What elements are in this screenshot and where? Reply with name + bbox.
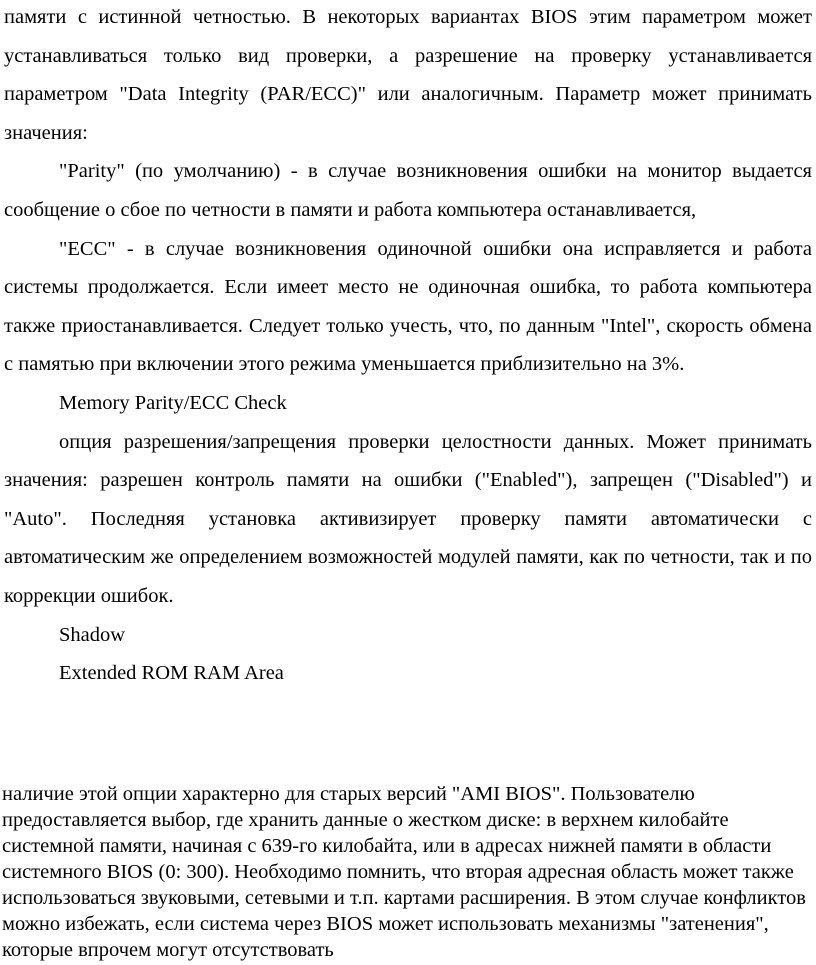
secondary-text-block — [0, 781, 816, 963]
heading-memory-parity-ecc-check: Memory Parity/ECC Check — [59, 391, 287, 414]
paragraph-parity-option: "Parity" (по умолчанию) - в случае возникновения ошибки на монитор выдается сообщение о сбое по четности в памяти и работа компьютера останавливается, — [4, 160, 812, 221]
paragraph-ecc-option: "ECC" - в случае возникновения одиночной ошибки она исправляется и работа системы продолжается. Если имеет место не одиночная ошибка, то работа компьютера также приостанавливается. Следует только учесть, что, по данным "Intel", скорость обмена с памятью при включении этого режима уменьшается приблизительно на 3%. — [4, 237, 812, 376]
paragraph-memory-check-description: опция разрешения/запрещения проверки целостности данных. Может принимать значения: разрешен контроль памяти на ошибки ("Enabled"), запрещен ("Disabled") и "Auto". Последняя установка активизирует проверку памяти автоматически с автоматическим же определением возможностей модулей памяти, как по четности, так и по коррекции ошибок. — [4, 430, 812, 607]
heading-shadow: Shadow — [59, 623, 126, 646]
paragraph-extended-rom-description: наличие этой опции характерно для старых версий "AMI BIOS". Пользователю предоставляется выбор, где хранить данные о жестком диске: в верхнем килобайте системной памяти, начиная с 639-го килобайта, или в адресах нижней памяти в области системного BIOS (0: 300). Необходимо помнить, что вторая адресная область может также использоваться звуковыми, сетевыми и т.п. картами расширения. В этом случае конфликтов можно избежать, если система через BIOS может использовать механизмы "затенения", которые впрочем могут отсутствовать — [2, 783, 806, 961]
paragraph-memory-parity-intro: памяти с истинной четностью. В некоторых вариантах BIOS этим параметром может устанавливаться только вид проверки, а разрешение на проверку устанавливается параметром "Data Integrity (PAR/ECC)" или аналогичным. Параметр может принимать значения: — [4, 6, 812, 144]
heading-extended-rom-ram-area: Extended ROM RAM Area — [59, 662, 284, 685]
